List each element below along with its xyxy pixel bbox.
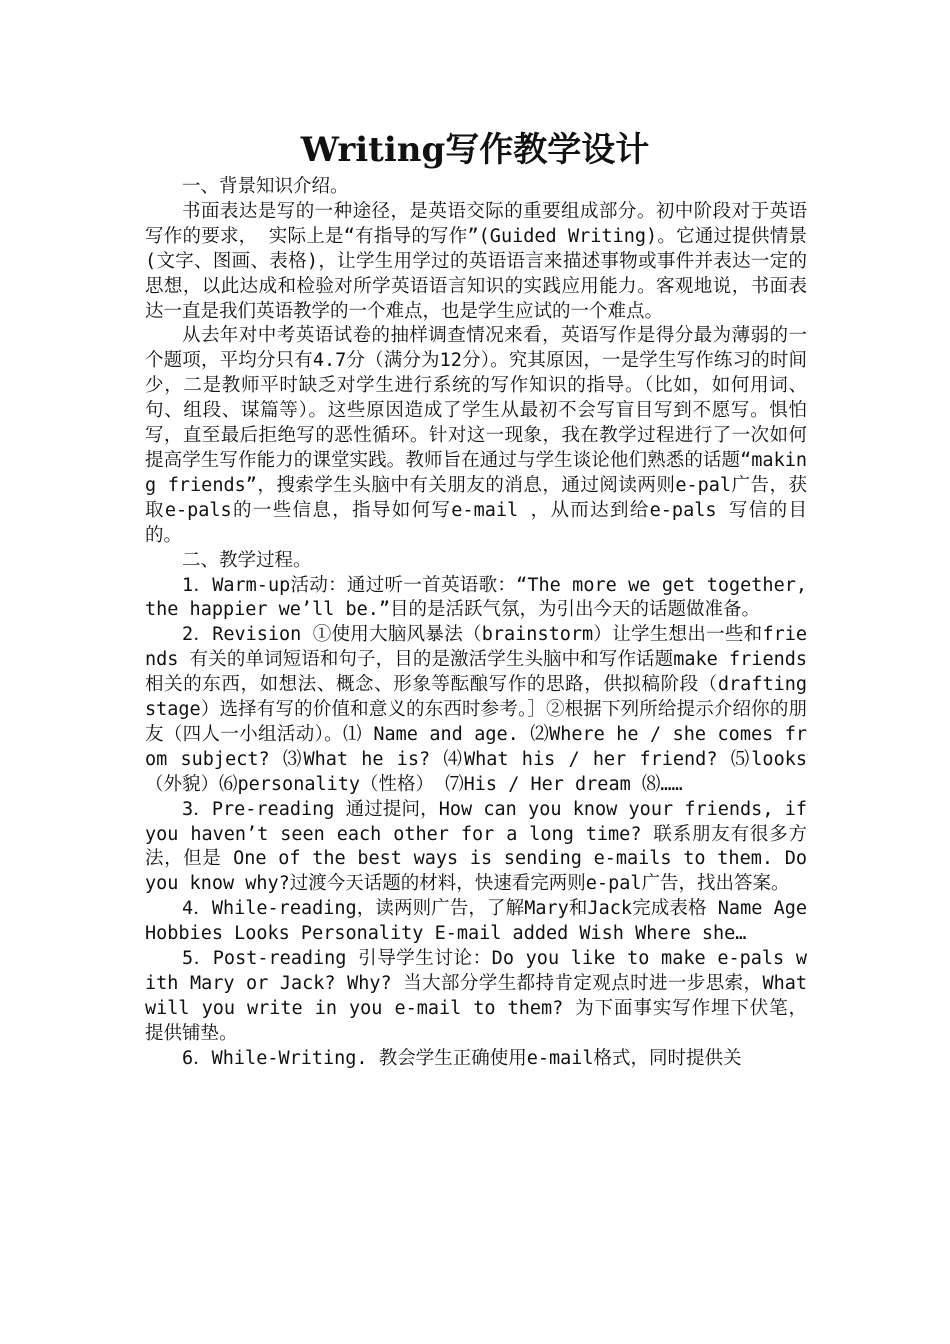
document-body <box>145 175 807 1072</box>
step-while-writing: 6．While-Writing. 教会学生正确使用e-mail格式，同时提供关 <box>182 1047 742 1069</box>
step-warm-up: 1．Warm-up活动：通过听一首英语歌：“The more we get together, the happier we’ll be.”目的是活跃气氛，为引出今天的话题做准备。 <box>145 574 807 621</box>
step-while-reading: 4．While-reading，读两则广告，了解Mary和Jack完成表格 Name Age Hobbies Looks Personality E-mail added Wish Where she… <box>145 898 807 945</box>
document-title: Writing写作教学设计 <box>300 130 650 170</box>
section-heading-background: 一、背景知识介绍。 <box>182 176 349 197</box>
step-pre-reading: 3．Pre-reading 通过提问，How can you know your friends, if you haven’t seen each other for a long time? 联系朋友有很多方法，但是 One of the best ways is sending e-mails to them. Do you know why?过渡今天话题的材料，快速看完两则e-pal广告，找出答案。 <box>145 798 807 895</box>
step-post-reading: 5．Post-reading 引导学生讨论：Do you like to make e-pals with Mary or Jack? Why? 当大部分学生都持肯定观点时进一步思索，What will you write in you e-mail to them? 为下面事实写作埋下伏笔，提供铺垫。 <box>145 948 807 1044</box>
paragraph: 书面表达是写的一种途径，是英语交际的重要组成部分。初中阶段对于英语写作的要求， 实际上是“有指导的写作”(Guided Writing)。它通过提供情景(文字、图画、表格)，让学生用学过的英语语言来描述事物或事件并表达一定的思想，以此达成和检验对所学英语语言知识的实践应用能力。客观地说，书面表达一直是我们英语教学的一个难点，也是学生应试的一个难点。 <box>145 200 807 322</box>
section-heading-process: 二、教学过程。 <box>182 549 312 571</box>
paragraph: 从去年对中考英语试卷的抽样调查情况来看，英语写作是得分最为薄弱的一个题项，平均分只有4.7分（满分为12分）。究其原因，一是学生写作练习的时间少，二是教师平时缺乏对学生进行系统的写作知识的指导。（比如，如何用词、句、组段、谋篇等）。这些原因造成了学生从最初不会写盲目写到不愿写。惧怕写，直至最后拒绝写的恶性循环。针对这一现象，我在教学过程进行了一次如何提高学生写作能力的课堂实践。教师旨在通过与学生谈论他们熟悉的话题“making friends”，搜索学生头脑中有关朋友的消息，通过阅读两则e-pal广告，获取e-pals的一些信息，指导如何写e-mail ，从而达到给e-pals 写信的目的。 <box>145 325 807 546</box>
step-revision: 2．Revision ①使用大脑风暴法（brainstorm）让学生想出一些和friends 有关的单词短语和句子，目的是激活学生头脑中和写作话题make friends 相关的东西，如想法、概念、形象等酝酿写作的思路，供拟稿阶段（drafting stage）选择有写的价值和意义的东西时参考。］②根据下列所给提示介绍你的朋友（四人一小组活动）。⑴ Name and age. ⑵Where he / she comes from subject? ⑶What he is? ⑷What his / her friend? ⑸looks（外貌）⑹personality（性格） ⑺His / Her dream ⑻…… <box>145 624 807 795</box>
